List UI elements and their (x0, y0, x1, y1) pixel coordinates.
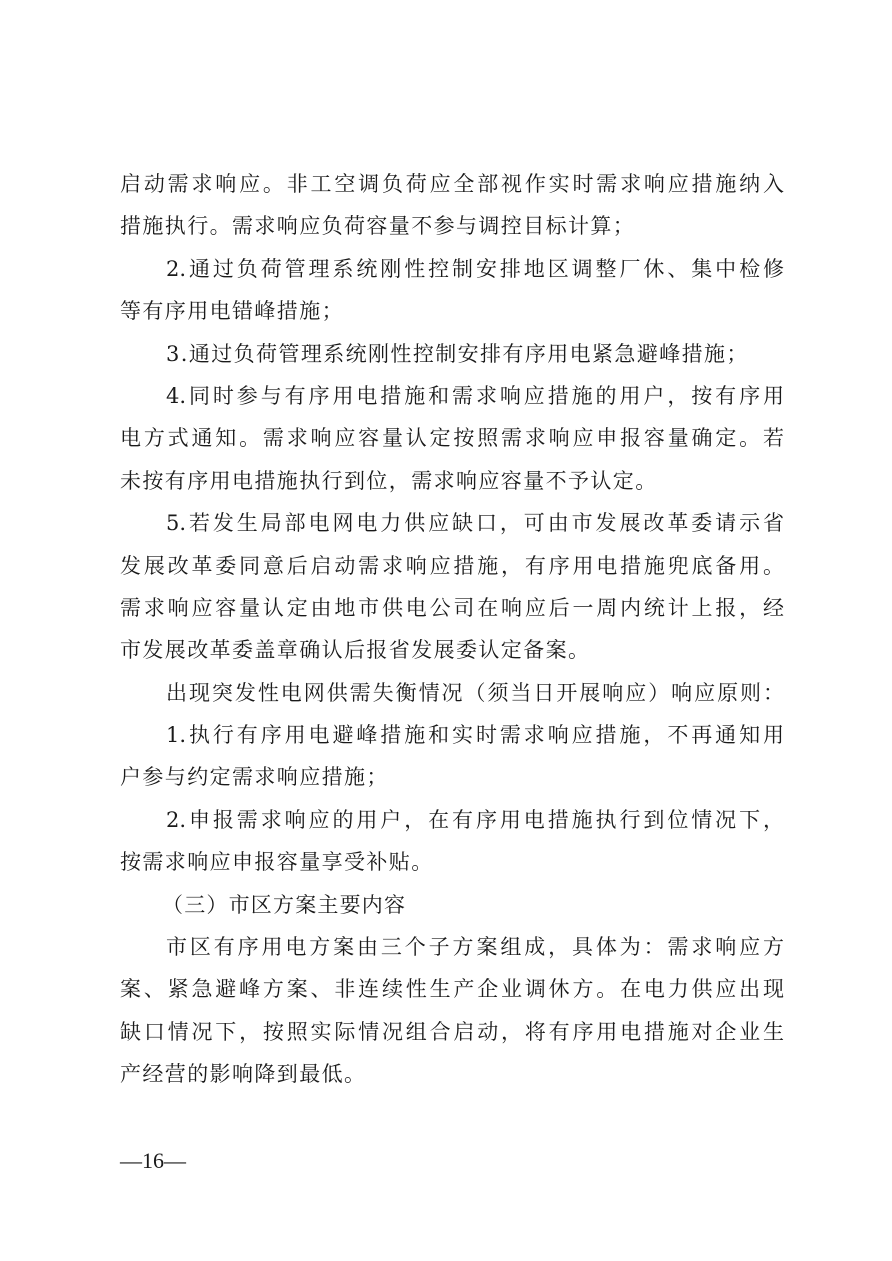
text-line: 5.若发生局部电网电力供应缺口，可由市发展改革委请示省 (166, 511, 784, 536)
text-line: 未按有序用电措施执行到位，需求响应容量不予认定。 (120, 468, 658, 493)
text-line: 按需求响应申报容量享受补贴。 (120, 850, 434, 875)
text-line: 产经营的影响降到最低。 (120, 1062, 367, 1087)
text-line: 户参与约定需求响应措施； (120, 765, 389, 790)
text-line: 出现突发性电网供需失衡情况（须当日开展响应）响应原则： (166, 680, 784, 705)
body-text (120, 163, 784, 1096)
page-number: —16— (120, 1148, 186, 1173)
text-line: 市区有序用电方案由三个子方案组成，具体为：需求响应方 (166, 935, 784, 960)
text-line: 缺口情况下，按照实际情况组合启动，将有序用电措施对企业生 (120, 1019, 784, 1044)
text-line: 电方式通知。需求响应容量认定按照需求响应申报容量确定。若 (120, 426, 784, 451)
text-line: 案、紧急避峰方案、非连续性生产企业调休方。在电力供应出现 (120, 977, 784, 1002)
text-line: 启动需求响应。非工空调负荷应全部视作实时需求响应措施纳入 (120, 172, 784, 196)
text-line: 等有序用电错峰措施； (120, 299, 344, 324)
text-line: 发展改革委同意后启动需求响应措施，有序用电措施兜底备用。 (120, 553, 784, 578)
text-line: 市发展改革委盖章确认后报省发展委认定备案。 (120, 638, 591, 663)
text-line: 措施执行。需求响应负荷容量不参与调控目标计算； (120, 214, 636, 239)
text-line: 2.申报需求响应的用户，在有序用电措施执行到位情况下， (166, 807, 784, 832)
text-line: 4.同时参与有序用电措施和需求响应措施的用户，按有序用 (166, 383, 784, 408)
text-line: 需求响应容量认定由地市供电公司在响应后一周内统计上报，经 (120, 595, 784, 620)
text-line: 2.通过负荷管理系统刚性控制安排地区调整厂休、集中检修 (166, 256, 784, 281)
section-heading: （三）市区方案主要内容 (162, 892, 407, 917)
text-line: 3.通过负荷管理系统刚性控制安排有序用电紧急避峰措施； (166, 341, 749, 366)
text-line: 1.执行有序用电避峰措施和实时需求响应措施，不再通知用 (166, 723, 784, 748)
